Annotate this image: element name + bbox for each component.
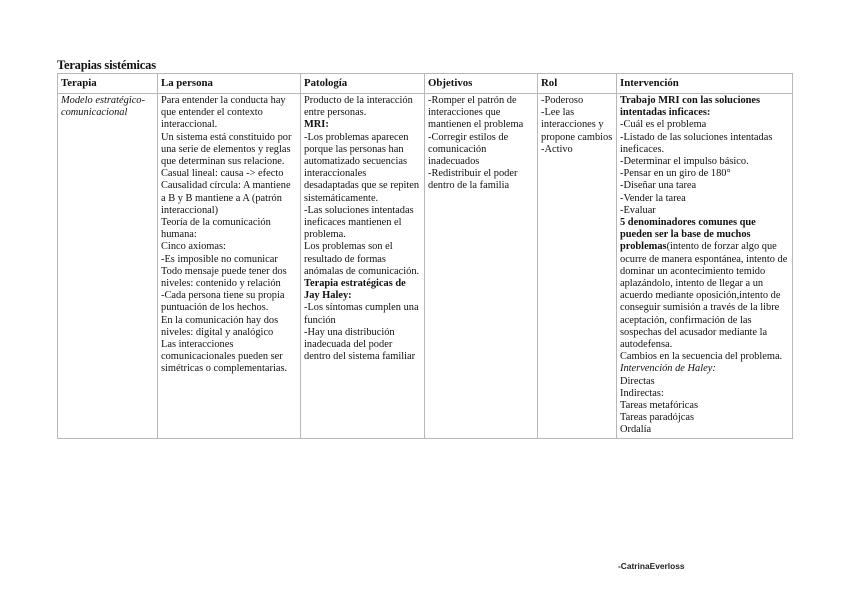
- cell-text-line: Un sistema está constituido por una serie de elementos y reglas que determinan sus relacione.: [161, 131, 292, 168]
- header-objetivos: Objetivos: [425, 74, 538, 94]
- cell-text-line: Cinco axiomas:: [161, 241, 226, 253]
- cell-text-line: -Determinar el impulso básico.: [620, 156, 749, 168]
- cell-intervencion: [617, 94, 793, 439]
- cell-text-line: -Los problemas aparecen porque las personas han automatizado secuencias interaccionales desadaptadas que se repiten sistemáticamente.: [304, 131, 420, 204]
- cell-text-line: Cambios en la secuencia del problema.: [620, 351, 783, 363]
- cell-text-line: Las interacciones comunicacionales pueden ser simétricas o complementarias.: [161, 339, 288, 375]
- cell-text-line: -Cuál es el problema: [620, 119, 707, 131]
- cell-text-line: Casual lineal: causa -> efecto: [161, 168, 284, 180]
- cell-text-line: -Diseñar una tarea: [620, 180, 697, 192]
- cell-text-line: -Los síntomas cumplen una función: [304, 302, 419, 326]
- header-persona: La persona: [158, 74, 301, 94]
- document-title: Terapias sistémicas: [57, 58, 156, 72]
- cell-text-line: -Pensar en un giro de 180°: [620, 168, 731, 180]
- cell-text-line: -Vender la tarea: [620, 192, 686, 204]
- cell-text-line: Todo mensaje puede tener dos niveles: contenido y relación: [161, 265, 287, 290]
- cell-objetivos: [425, 94, 538, 439]
- cell-text-line: Producto de la interacción entre personas.: [304, 95, 413, 119]
- cell-text-line: Causalidad círcula: A mantiene a B y B mantiene a A (patrón interaccional): [161, 180, 291, 216]
- therapy-table: [57, 73, 793, 439]
- cell-text-line: 5 denominadores comunes que pueden ser la base de muchos problemas: [620, 217, 756, 253]
- cell-rol: [538, 94, 617, 439]
- cell-text-line: -Activo: [541, 143, 573, 155]
- cell-text-line: -Cada persona tiene su propia puntuación de los hechos.: [161, 290, 285, 314]
- cell-text-line: Directas: [620, 375, 655, 387]
- cell-text-line: Modelo estratégico-comunicacional: [61, 95, 145, 119]
- cell-text-line: -Redistribuir el poder dentro de la familia: [428, 168, 518, 192]
- cell-text-line: Indirectas:: [620, 387, 664, 399]
- cell-text-line: -Poderoso: [541, 95, 584, 106]
- cell-text-line: -Romper el patrón de interacciones que mantienen el problema: [428, 95, 524, 131]
- cell-text-line: Ordalía: [620, 424, 652, 436]
- cell-text-line: Los problemas son el resultado de formas anómalas de comunicación.: [304, 241, 420, 277]
- cell-paragraph: [620, 217, 789, 351]
- header-terapia: Terapia: [58, 74, 158, 94]
- cell-terapia: [58, 94, 158, 439]
- cell-text-line: Para entender la conducta hay que entender el contexto interaccional.: [161, 95, 286, 131]
- cell-text-line: -Las soluciones intentadas ineficaces mantienen el problema.: [304, 204, 414, 241]
- author-footer: -CatrinaEverloss: [618, 561, 685, 571]
- cell-text-line: Terapia estratégicas de Jay Haley:: [304, 278, 406, 302]
- cell-text-line: -Evaluar: [620, 204, 656, 216]
- cell-text-line: Tareas paradójcas: [620, 412, 694, 424]
- cell-patologia: [301, 94, 425, 439]
- cell-text-line: (intento de forzar algo que ocurre de manera espontánea, intento de dominar un acontecimiento temido aplazándolo, intento de llegar a un acuerdo mediante oposición,intento de conseguir sumisión a través de la libre aceptación, confirmación de las sospechas del acusador mediante la autodefensa.: [620, 241, 788, 351]
- cell-text-line: -Lee las interacciones y propone cambios: [541, 107, 613, 143]
- cell-text-line: -Hay una distribución inadecuada del poder dentro del sistema familiar: [304, 326, 416, 363]
- cell-text-line: En la comunicación hay dos niveles: digital y analógico: [161, 314, 279, 338]
- cell-persona: [158, 94, 301, 439]
- cell-text-line: MRI:: [304, 119, 329, 131]
- cell-text-line: Teoría de la comunicación humana:: [161, 217, 271, 241]
- cell-text-line: Tareas metafóricas: [620, 400, 699, 412]
- table-row: [58, 94, 793, 439]
- cell-text-line: -Listado de las soluciones intentadas ineficaces.: [620, 131, 773, 155]
- header-patologia: Patología: [301, 74, 425, 94]
- table-header-row: [58, 74, 793, 94]
- cell-text-line: -Corregir estilos de comunicación inadecuados: [428, 131, 509, 168]
- cell-text-line: Trabajo MRI con las soluciones intentadas inficaces:: [620, 95, 761, 119]
- header-intervencion: Intervención: [617, 74, 793, 94]
- cell-text-line: -Es imposible no comunicar: [161, 253, 278, 265]
- header-rol: Rol: [538, 74, 617, 94]
- cell-text-line: Intervención de Haley:: [620, 363, 716, 375]
